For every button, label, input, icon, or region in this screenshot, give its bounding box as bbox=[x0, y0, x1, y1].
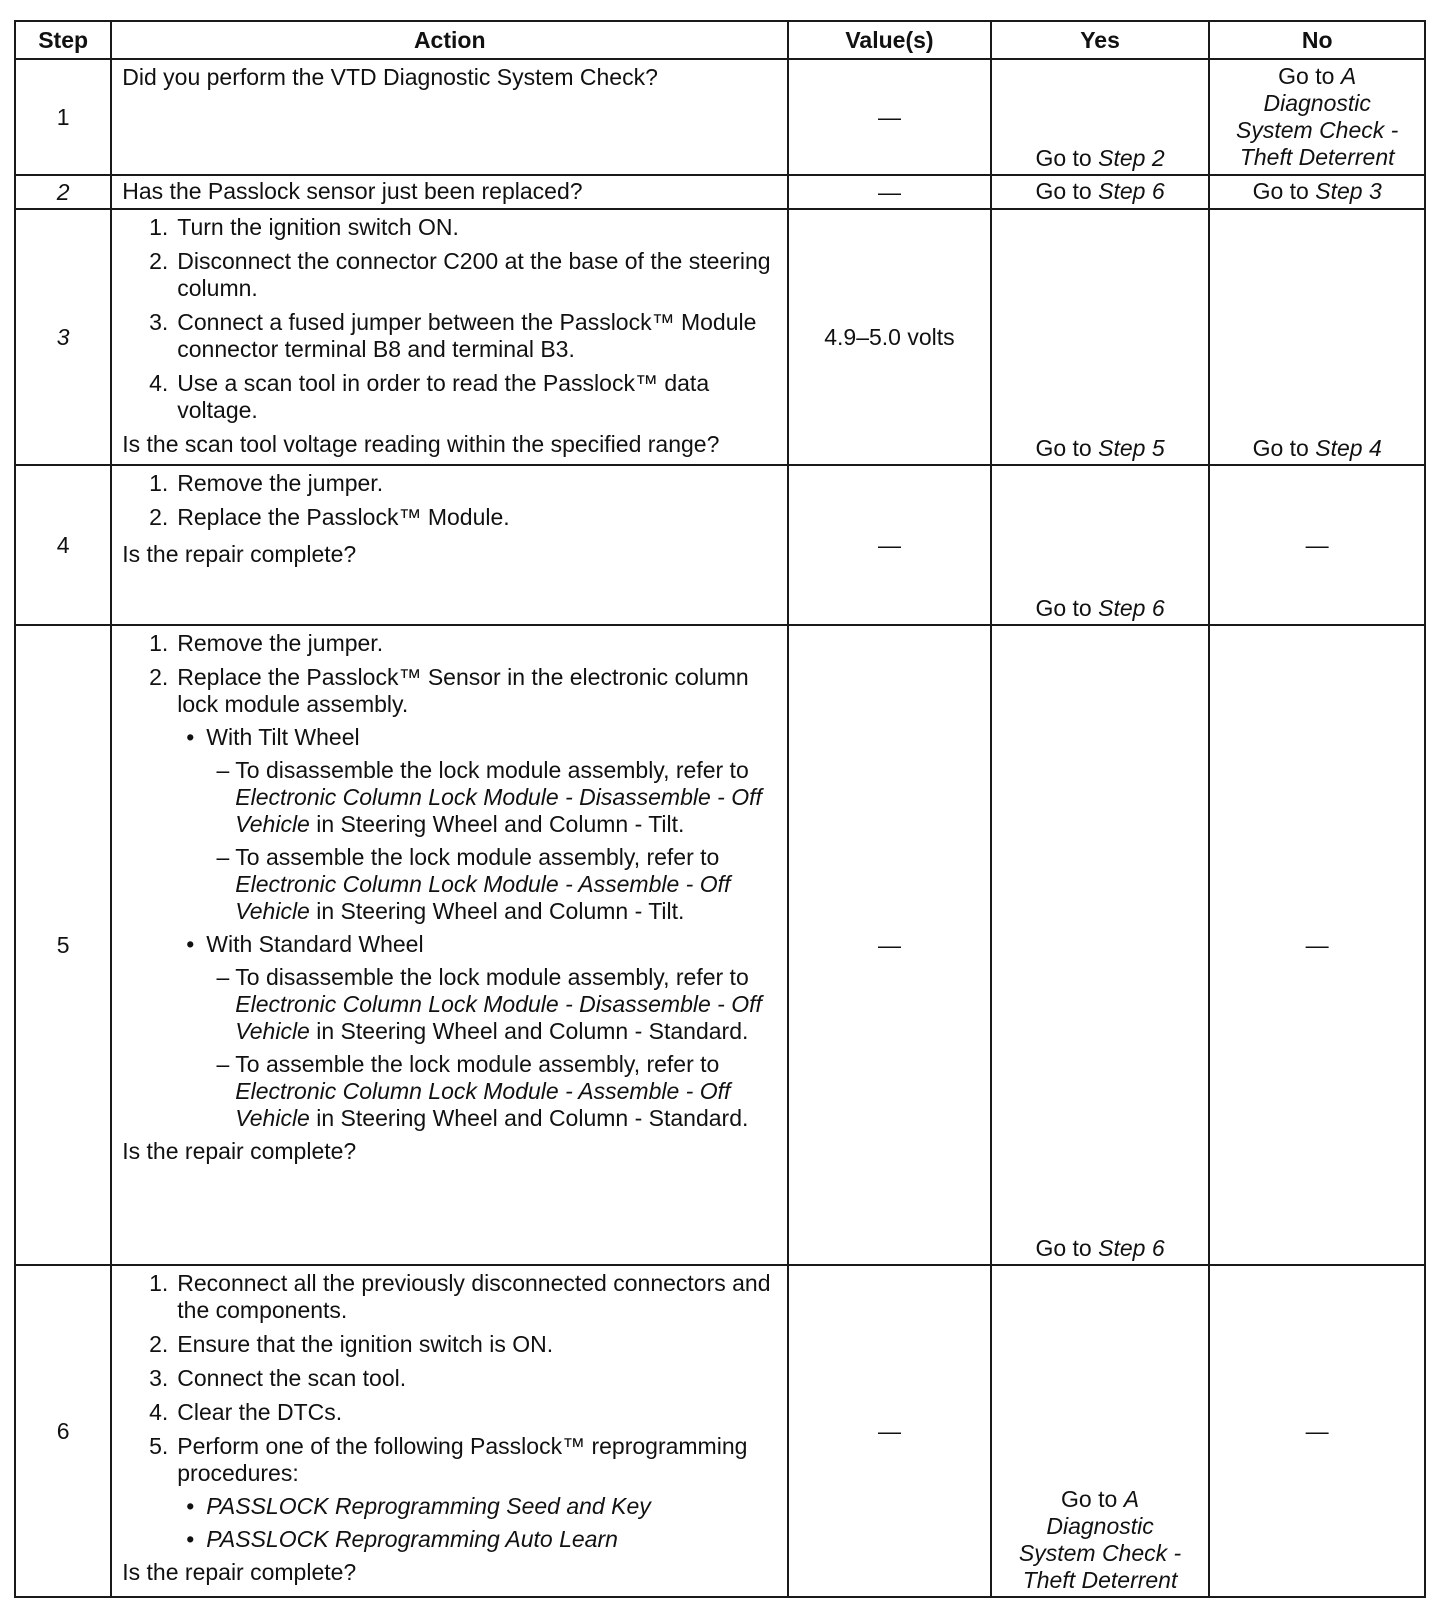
value-cell: — bbox=[788, 175, 991, 209]
procedure-link[interactable]: Electronic Column Lock Module - Disassemble - Off Vehicle bbox=[235, 991, 762, 1044]
table-row-step-2 bbox=[15, 175, 1425, 209]
procedure-link[interactable]: PASSLOCK Reprogramming Auto Learn bbox=[206, 1526, 618, 1552]
numbered-item: 3. Connect the scan tool. bbox=[149, 1365, 407, 1391]
no-target-link[interactable]: Diagnostic bbox=[1263, 90, 1371, 116]
yes-cell bbox=[991, 1265, 1210, 1597]
action-question: Did you perform the VTD Diagnostic System Check? bbox=[122, 64, 658, 90]
action-cell bbox=[111, 465, 788, 625]
procedure-link[interactable]: Electronic Column Lock Module - Assemble - Off Vehicle bbox=[235, 1078, 731, 1131]
go-to-label: Go to bbox=[1252, 177, 1309, 204]
no-cell bbox=[1209, 209, 1425, 465]
no-cell bbox=[1209, 59, 1425, 175]
action-question: Has the Passlock sensor just been replaced? bbox=[122, 178, 583, 204]
numbered-item: 1. Turn the ignition switch ON. bbox=[149, 214, 459, 240]
header-no: No bbox=[1209, 21, 1425, 59]
numbered-item: 4. Clear the DTCs. bbox=[149, 1399, 343, 1425]
action-cell bbox=[111, 1265, 788, 1597]
dash-item: – To disassemble the lock module assembly, refer to Electronic Column Lock Module - Disassemble - Off Vehicle in Steering Wheel and Column - Tilt. bbox=[216, 757, 762, 837]
bullet-item: • PASSLOCK Reprogramming Auto Learn bbox=[122, 1526, 777, 1553]
table-row-step-3 bbox=[15, 209, 1425, 465]
numbered-item: 4. Use a scan tool in order to read the Passlock™ data voltage. bbox=[149, 370, 710, 423]
go-to-label: Go to bbox=[1035, 145, 1092, 171]
header-row bbox=[15, 21, 1425, 59]
table-row-step-1 bbox=[15, 59, 1425, 175]
action-question: Is the repair complete? bbox=[122, 1138, 357, 1164]
step-number: 5 bbox=[15, 625, 111, 1265]
numbered-item: 2. Replace the Passlock™ Module. bbox=[149, 504, 510, 530]
action-cell bbox=[111, 59, 788, 175]
header-action: Action bbox=[111, 21, 788, 59]
dash-item: – To assemble the lock module assembly, refer to Electronic Column Lock Module - Assemble - Off Vehicle in Steering Wheel and Column - Standard. bbox=[216, 1051, 749, 1131]
go-to-label: Go to bbox=[1035, 1235, 1092, 1261]
header-step: Step bbox=[15, 21, 111, 59]
bullet-item: • With Tilt Wheel bbox=[186, 724, 360, 750]
yes-cell bbox=[991, 175, 1210, 209]
action-cell bbox=[111, 175, 788, 209]
numbered-item: 3. Connect a fused jumper between the Passlock™ Module connector terminal B8 and terminal B3. bbox=[149, 309, 757, 362]
procedure-link[interactable]: Electronic Column Lock Module - Assemble - Off Vehicle bbox=[235, 871, 731, 924]
table-row-step-5 bbox=[15, 625, 1425, 1265]
bullet-item: • PASSLOCK Reprogramming Seed and Key bbox=[122, 1493, 777, 1520]
go-to-label: Go to bbox=[1035, 595, 1092, 621]
step-number: 4 bbox=[15, 465, 111, 625]
no-target-link[interactable]: Theft Deterrent bbox=[1239, 144, 1395, 170]
no-cell: — bbox=[1209, 1265, 1425, 1597]
action-question: Is the scan tool voltage reading within the specified range? bbox=[122, 431, 720, 457]
go-to-label: Go to bbox=[1035, 177, 1092, 204]
no-cell bbox=[1209, 175, 1425, 209]
value-cell: — bbox=[788, 1265, 991, 1597]
go-to-label: Go to bbox=[1061, 1486, 1118, 1512]
header-yes: Yes bbox=[991, 21, 1210, 59]
no-target-link[interactable]: System Check - bbox=[1236, 117, 1399, 143]
table-row-step-4 bbox=[15, 465, 1425, 625]
yes-step-link[interactable]: Step 6 bbox=[1098, 177, 1165, 204]
dash-item: – To disassemble the lock module assembly, refer to Electronic Column Lock Module - Disassemble - Off Vehicle in Steering Wheel and Column - Standard. bbox=[216, 964, 762, 1044]
dash-item: – To assemble the lock module assembly, refer to Electronic Column Lock Module - Assemble - Off Vehicle in Steering Wheel and Column - Tilt. bbox=[216, 844, 731, 924]
procedure-link[interactable]: PASSLOCK Reprogramming Seed and Key bbox=[206, 1493, 651, 1519]
action-question: Is the repair complete? bbox=[122, 1559, 357, 1585]
action-cell bbox=[111, 209, 788, 465]
yes-cell bbox=[991, 59, 1210, 175]
diagnostic-table bbox=[14, 20, 1426, 1598]
go-to-label: Go to bbox=[1035, 435, 1092, 461]
value-cell: 4.9–5.0 volts bbox=[788, 209, 991, 465]
no-cell: — bbox=[1209, 465, 1425, 625]
go-to-label: Go to bbox=[1278, 63, 1335, 89]
no-cell: — bbox=[1209, 625, 1425, 1265]
step-number: 1 bbox=[15, 59, 111, 175]
value-cell: — bbox=[788, 625, 991, 1265]
no-step-link[interactable]: Step 4 bbox=[1315, 435, 1382, 461]
no-target-link[interactable]: A bbox=[1340, 63, 1357, 89]
yes-cell bbox=[991, 209, 1210, 465]
yes-cell bbox=[991, 465, 1210, 625]
numbered-item: 2. Replace the Passlock™ Sensor in the electronic column lock module assembly. bbox=[149, 664, 749, 717]
yes-step-link[interactable]: Step 5 bbox=[1098, 435, 1165, 461]
yes-target-link[interactable]: System Check - bbox=[1018, 1540, 1182, 1566]
table-row-step-6 bbox=[15, 1265, 1425, 1597]
no-step-link[interactable]: Step 3 bbox=[1315, 177, 1382, 204]
bullet-item: • With Standard Wheel bbox=[186, 931, 424, 957]
value-cell: — bbox=[788, 59, 991, 175]
numbered-item: 1. Reconnect all the previously disconnected connectors and the components. bbox=[149, 1270, 771, 1323]
step-number: 2 bbox=[15, 175, 111, 209]
yes-step-link[interactable]: Step 6 bbox=[1098, 595, 1165, 621]
numbered-item: 2. Disconnect the connector C200 at the base of the steering column. bbox=[149, 248, 771, 301]
action-cell bbox=[111, 625, 788, 1265]
numbered-item: 1. Remove the jumper. bbox=[149, 630, 384, 656]
action-question: Is the repair complete? bbox=[122, 541, 357, 567]
yes-step-link[interactable]: Step 6 bbox=[1098, 1235, 1165, 1261]
value-cell: — bbox=[788, 465, 991, 625]
yes-target-link[interactable]: Theft Deterrent bbox=[1022, 1567, 1178, 1593]
go-to-label: Go to bbox=[1252, 435, 1309, 461]
header-values: Value(s) bbox=[788, 21, 991, 59]
step-number: 3 bbox=[15, 209, 111, 465]
yes-step-link[interactable]: Step 2 bbox=[1098, 145, 1165, 171]
step-number: 6 bbox=[15, 1265, 111, 1597]
numbered-item: 2. Ensure that the ignition switch is ON. bbox=[149, 1331, 554, 1357]
yes-target-link[interactable]: A bbox=[1123, 1486, 1140, 1512]
yes-target-link[interactable]: Diagnostic bbox=[1046, 1513, 1154, 1539]
numbered-item: 1. Remove the jumper. bbox=[149, 470, 384, 496]
numbered-item: 5. Perform one of the following Passlock™ reprogramming procedures: bbox=[149, 1433, 748, 1486]
procedure-link[interactable]: Electronic Column Lock Module - Disassemble - Off Vehicle bbox=[235, 784, 762, 837]
yes-cell bbox=[991, 625, 1210, 1265]
